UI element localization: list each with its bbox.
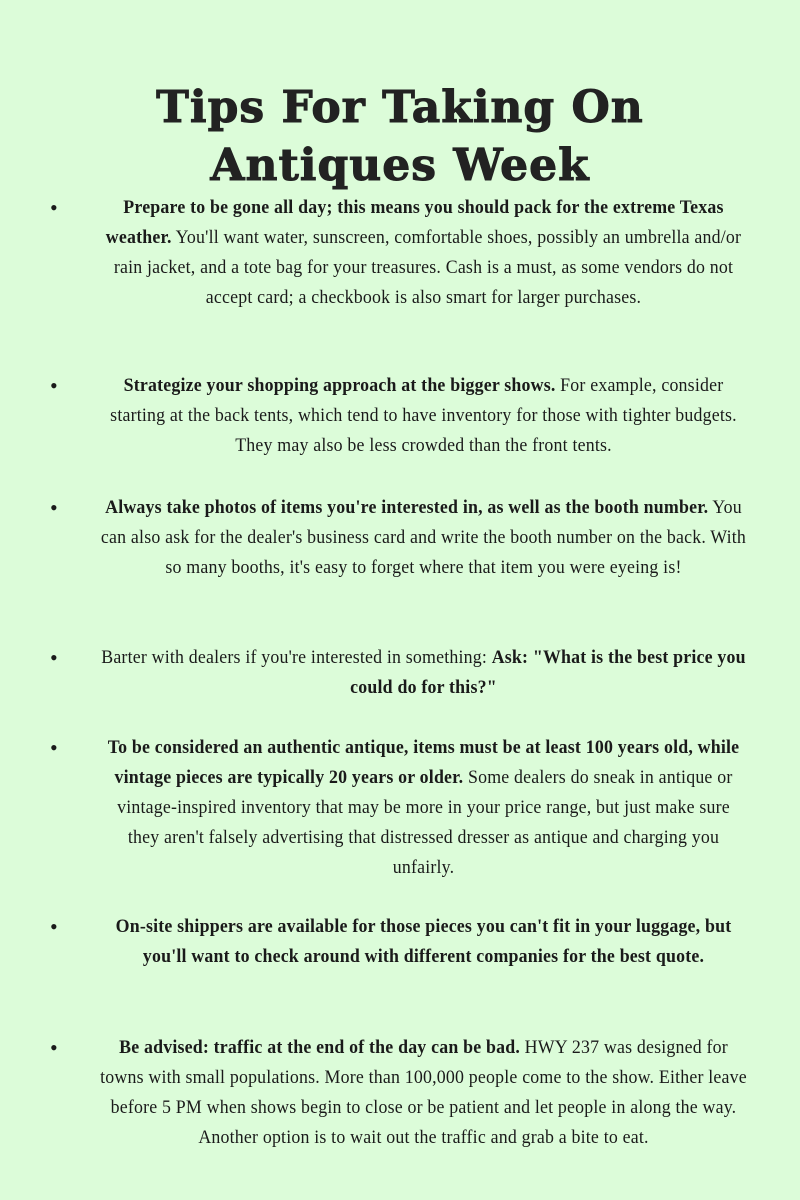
bullet-icon: • — [50, 373, 58, 398]
bullet-icon: • — [50, 495, 58, 520]
tip-item-shippers — [0, 912, 800, 972]
tip-body-text: For example, consider starting at the back tents, which tend to have inventory for those with tighter budgets. They may also be less crowded than the front tents. — [110, 375, 737, 456]
bullet-icon: • — [50, 735, 58, 760]
tip-body-text: HWY 237 was designed for towns with small populations. More than 100,000 people come to the show. Either leave before 5 PM when shows begin to close or be patient and let people in along the way. Another option is to wait out the traffic and grab a bite to eat. — [100, 1037, 747, 1148]
tip-bold-text: To be considered an authentic antique, items must be at least 100 years old, while vintage pieces are typically 20 years or older. — [107, 737, 740, 788]
tip-item-photos — [0, 493, 800, 583]
tip-bold-text: Prepare to be gone all day; this means you should pack for the extreme Texas weather. — [105, 197, 724, 248]
page-title — [0, 79, 800, 195]
title-line-2: Antiques Week — [210, 140, 590, 192]
bullet-icon: • — [50, 195, 58, 220]
bullet-icon: • — [50, 914, 58, 939]
title-line-1: Tips For Taking On — [156, 82, 644, 134]
tip-bold-text: Always take photos of items you're interested in, as well as the booth number. — [105, 497, 709, 518]
tip-item-authentic-antique — [0, 733, 800, 883]
tip-bold-text: Ask: "What is the best price you could do for this?" — [350, 647, 746, 698]
tip-body-text: Barter with dealers if you're interested in something: — [101, 647, 492, 668]
tip-bold-text: On-site shippers are available for those pieces you can't fit in your luggage, but you'll want to check around with different companies for the best quote. — [115, 916, 732, 967]
tip-bold-text: Be advised: traffic at the end of the day can be bad. — [119, 1037, 520, 1058]
tip-body-text: Some dealers do sneak in antique or vintage-inspired inventory that may be more in your price range, but just make sure they aren't falsely advertising that distressed dresser as antique and charging you unfairly. — [117, 767, 733, 878]
tip-bold-text: Strategize your shopping approach at the bigger shows. — [123, 375, 556, 396]
tip-body-text: You'll want water, sunscreen, comfortable shoes, possibly an umbrella and/or rain jacket, and a tote bag for your treasures. Cash is a must, as some vendors do not accept card; a checkbook is also smart for larger purchases. — [113, 227, 742, 308]
bullet-icon: • — [50, 645, 58, 670]
bullet-icon: • — [50, 1035, 58, 1060]
tip-item-traffic — [0, 1033, 800, 1153]
tip-item-barter — [0, 643, 800, 703]
tip-item-strategize — [0, 371, 800, 461]
tip-body-text: You can also ask for the dealer's business card and write the booth number on the back. With so many booths, it's easy to forget where that item you were eyeing is! — [100, 497, 747, 578]
tip-item-pack — [0, 193, 800, 313]
